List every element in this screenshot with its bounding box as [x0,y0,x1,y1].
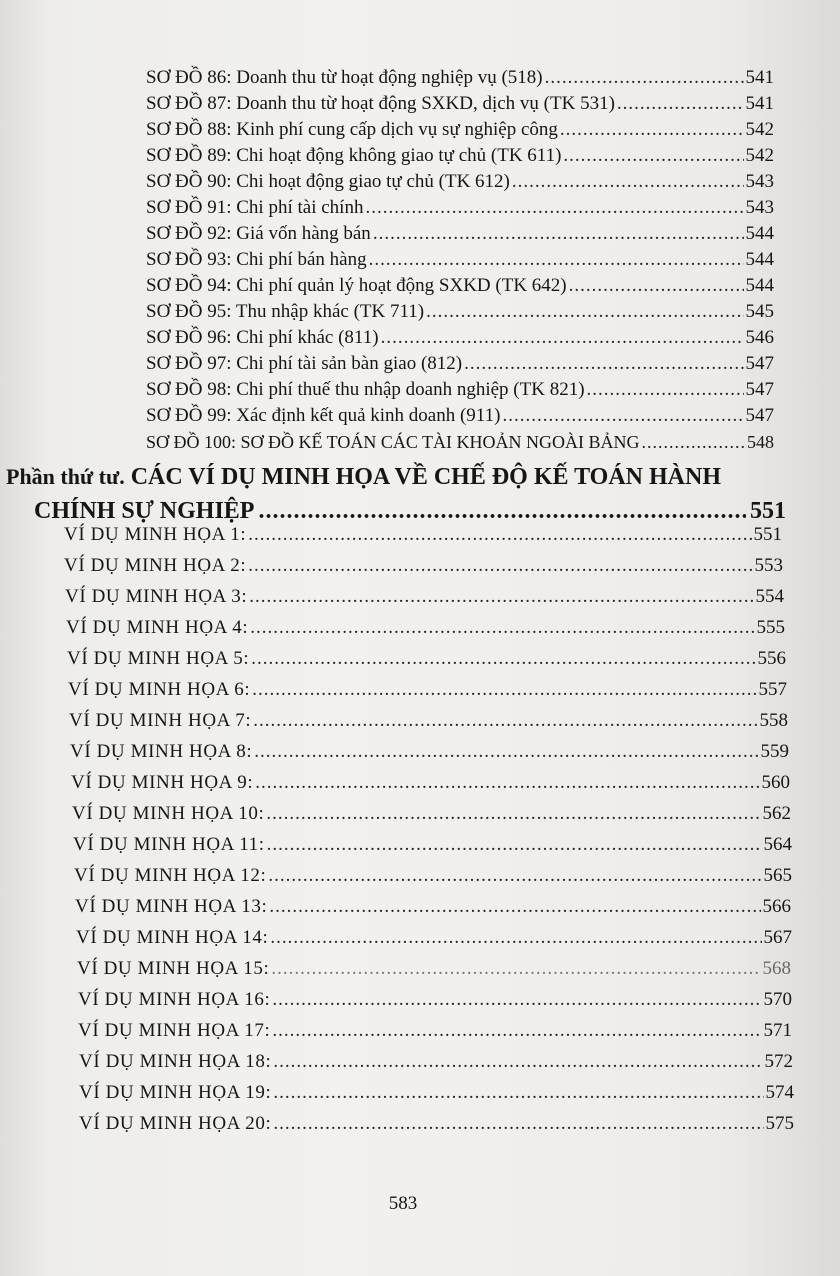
part-heading-continuation[interactable] [34,497,786,525]
toc-entry-page: 562 [762,803,791,824]
leader-dots [560,118,744,142]
toc-entry-vi-du-18[interactable] [79,1050,793,1074]
toc-entry-page: 564 [763,834,792,855]
toc-entry-so-do-97[interactable] [146,352,774,376]
leader-dots [255,771,759,795]
toc-entry-vi-du-3[interactable] [65,585,784,609]
toc-entry-vi-du-1[interactable] [64,523,782,547]
toc-entry-label: SƠ ĐỒ 91: Chi phí tài chính [146,197,364,218]
toc-entry-label: SƠ ĐỒ 87: Doanh thu từ hoạt động SXKD, dịch vụ (TK 531) [146,93,615,114]
toc-entry-label: VÍ DỤ MINH HỌA 20: [79,1113,272,1134]
leader-dots [268,864,761,888]
toc-entry-vi-du-5[interactable] [67,647,786,671]
part-heading[interactable] [6,463,766,491]
toc-entry-page: 567 [763,927,792,948]
toc-entry-page: 541 [745,93,774,114]
toc-entry-page: 543 [745,171,774,192]
toc-entry-page: 544 [745,223,774,244]
leader-dots [381,326,744,350]
toc-entry-page: 557 [758,679,787,700]
leader-dots [250,616,754,640]
leader-dots [272,1019,761,1043]
toc-entry-vi-du-8[interactable] [70,740,789,764]
leader-dots [248,554,752,578]
toc-entry-so-do-98[interactable] [146,378,774,402]
toc-entry-so-do-86[interactable] [146,66,774,90]
leader-dots [369,248,744,272]
toc-entry-page: 555 [756,617,785,638]
toc-entry-label: VÍ DỤ MINH HỌA 15: [77,958,270,979]
toc-entry-vi-du-6[interactable] [68,678,787,702]
toc-entry-label: SƠ ĐỒ 98: Chi phí thuế thu nhập doanh nghiệp (TK 821) [146,379,585,400]
leader-dots [267,833,762,857]
toc-entry-page: 571 [763,1020,792,1041]
toc-entry-so-do-93[interactable] [146,248,774,272]
toc-entry-vi-du-11[interactable] [73,833,792,857]
leader-dots [273,1050,762,1074]
leader-dots [569,274,744,298]
toc-entry-so-do-94[interactable] [146,274,774,298]
leader-dots [258,497,746,525]
leader-dots [252,678,756,702]
leader-dots [248,523,751,547]
part-heading-title-line1: CÁC VÍ DỤ MINH HỌA VỀ CHẾ ĐỘ KẾ TOÁN HÀNH [130,464,721,490]
toc-entry-page: 559 [760,741,789,762]
leader-dots [272,988,761,1012]
toc-entry-label: SƠ ĐỒ 89: Chi hoạt động không giao tự chủ (TK 611) [146,145,562,166]
toc-entry-label: VÍ DỤ MINH HỌA 12: [74,865,267,886]
toc-entry-label: SƠ ĐỒ 94: Chi phí quản lý hoạt động SXKD (TK 642) [146,275,567,296]
toc-entry-label: VÍ DỤ MINH HỌA 16: [78,989,271,1010]
toc-entry-vi-du-10[interactable] [72,802,791,826]
toc-entry-label: SƠ ĐỒ 96: Chi phí khác (811) [146,327,379,348]
toc-entry-page: 547 [745,405,774,426]
toc-entry-vi-du-4[interactable] [66,616,785,640]
page-number: 583 [388,1193,418,1214]
toc-entry-label: VÍ DỤ MINH HỌA 2: [64,555,247,576]
toc-entry-page: 574 [765,1082,794,1103]
toc-entry-label: VÍ DỤ MINH HỌA 13: [75,896,268,917]
leader-dots [266,802,760,826]
toc-entry-page: 551 [753,524,782,545]
toc-entry-page: 566 [762,896,791,917]
toc-entry-so-do-87[interactable] [146,92,774,116]
toc-entry-so-do-92[interactable] [146,222,774,246]
toc-entry-page: 568 [762,958,791,979]
toc-entry-page: 548 [747,432,774,452]
leader-dots [254,740,758,764]
toc-entry-so-do-89[interactable] [146,144,774,168]
toc-entry-so-do-88[interactable] [146,118,774,142]
toc-entry-page: 556 [757,648,786,669]
toc-entry-page: 543 [745,197,774,218]
leader-dots [271,957,760,981]
toc-entry-label: SƠ ĐỒ 86: Doanh thu từ hoạt động nghiệp vụ (518) [146,67,543,88]
leader-dots [249,585,753,609]
leader-dots [642,430,745,454]
toc-entry-label: SƠ ĐỒ 100: SƠ ĐỒ KẾ TOÁN CÁC TÀI KHOẢN NGOÀI BẢNG [146,432,640,452]
toc-entry-label: VÍ DỤ MINH HỌA 3: [65,586,248,607]
toc-entry-vi-du-13[interactable] [75,895,791,919]
leader-dots [273,1112,763,1136]
toc-entry-page: 554 [755,586,784,607]
toc-entry-page: 546 [745,327,774,348]
toc-entry-page: 545 [745,301,774,322]
leader-dots [426,300,743,324]
toc-entry-label: VÍ DỤ MINH HỌA 11: [73,834,265,855]
toc-entry-label: SƠ ĐỒ 99: Xác định kết quả kinh doanh (911) [146,405,501,426]
toc-entry-vi-du-15[interactable] [77,957,791,981]
part-heading-page: 551 [750,498,786,524]
toc-entry-label: VÍ DỤ MINH HỌA 18: [79,1051,272,1072]
leader-dots [464,352,743,376]
toc-entry-label: VÍ DỤ MINH HỌA 8: [70,741,253,762]
toc-entry-label: SƠ ĐỒ 90: Chi hoạt động giao tự chủ (TK 612) [146,171,510,192]
leader-dots [270,926,761,950]
leader-dots [587,378,744,402]
leader-dots [545,66,744,90]
toc-entry-vi-du-9[interactable] [71,771,790,795]
toc-entry-label: SƠ ĐỒ 97: Chi phí tài sản bàn giao (812) [146,353,463,374]
toc-entry-so-do-99[interactable] [146,404,774,428]
leader-dots [365,196,743,220]
toc-entry-page: 558 [759,710,788,731]
toc-entry-so-do-95[interactable] [146,300,774,324]
toc-entry-so-do-91[interactable] [146,196,774,220]
toc-entry-label: VÍ DỤ MINH HỌA 5: [67,648,250,669]
toc-entry-page: 572 [764,1051,793,1072]
toc-entry-page: 542 [745,145,774,166]
leader-dots [563,144,743,168]
leader-dots [373,222,744,246]
toc-entry-so-do-96[interactable] [146,326,774,350]
toc-entry-page: 541 [745,67,774,88]
toc-entry-page: 575 [765,1113,794,1134]
toc-entry-label: VÍ DỤ MINH HỌA 17: [78,1020,271,1041]
toc-entry-label: VÍ DỤ MINH HỌA 6: [68,679,251,700]
toc-entry-label: VÍ DỤ MINH HỌA 10: [72,803,265,824]
toc-entry-label: SƠ ĐỒ 95: Thu nhập khác (TK 711) [146,301,425,322]
toc-entry-page: 544 [745,275,774,296]
leader-dots [253,709,757,733]
toc-entry-so-do-100[interactable] [146,430,774,454]
toc-entry-label: VÍ DỤ MINH HỌA 4: [66,617,249,638]
toc-entry-vi-du-2[interactable] [64,554,783,578]
part-heading-title-line2: CHÍNH SỰ NGHIỆP [34,498,255,524]
toc-entry-page: 547 [745,353,774,374]
toc-entry-so-do-90[interactable] [146,170,774,194]
toc-entry-page: 544 [745,249,774,270]
leader-dots [269,895,760,919]
leader-dots [273,1081,763,1105]
toc-entry-vi-du-12[interactable] [74,864,792,888]
leader-dots [502,404,743,428]
toc-entry-vi-du-16[interactable] [78,988,792,1012]
toc-entry-label: VÍ DỤ MINH HỌA 1: [64,524,247,545]
toc-entry-page: 560 [761,772,790,793]
toc-entry-label: SƠ ĐỒ 92: Giá vốn hàng bán [146,223,371,244]
toc-entry-label: VÍ DỤ MINH HỌA 19: [79,1082,272,1103]
toc-entry-vi-du-19[interactable] [79,1081,794,1105]
leader-dots [512,170,744,194]
toc-entry-vi-du-14[interactable] [76,926,792,950]
part-heading-lead: Phần thứ tư. [6,464,125,489]
toc-entry-vi-du-17[interactable] [78,1019,792,1043]
leader-dots [617,92,744,116]
toc-entry-page: 570 [763,989,792,1010]
toc-entry-vi-du-7[interactable] [69,709,788,733]
toc-entry-label: VÍ DỤ MINH HỌA 7: [69,710,252,731]
toc-entry-label: VÍ DỤ MINH HỌA 14: [76,927,269,948]
toc-entry-page: 553 [754,555,783,576]
toc-entry-page: 565 [763,865,792,886]
toc-entry-page: 542 [745,119,774,140]
leader-dots [251,647,755,671]
toc-entry-label: SƠ ĐỒ 93: Chi phí bán hàng [146,249,367,270]
toc-entry-vi-du-20[interactable] [79,1112,794,1136]
toc-entry-label: SƠ ĐỒ 88: Kinh phí cung cấp dịch vụ sự nghiệp công [146,119,558,140]
toc-entry-label: VÍ DỤ MINH HỌA 9: [71,772,254,793]
toc-entry-page: 547 [745,379,774,400]
